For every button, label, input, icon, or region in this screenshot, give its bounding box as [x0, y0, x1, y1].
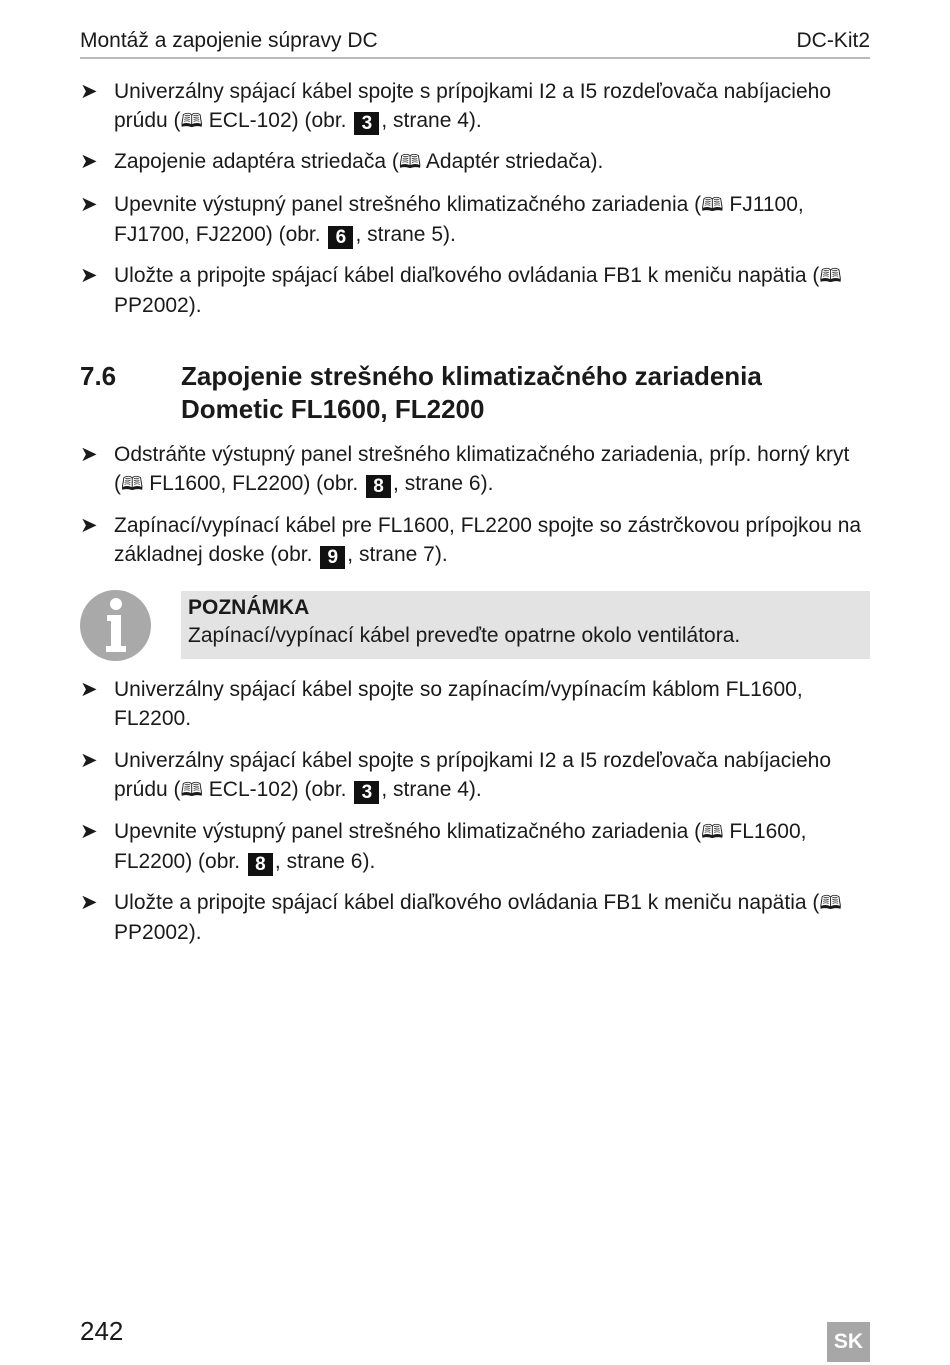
header-product: DC-Kit2	[796, 29, 870, 52]
arrow-right-icon: ➤	[80, 514, 98, 537]
arrow-right-icon: ➤	[80, 80, 98, 103]
arrow-right-icon: ➤	[80, 749, 98, 772]
header-chapter: Montáž a zapojenie súpravy DC	[80, 29, 378, 52]
arrow-right-icon: ➤	[80, 891, 98, 914]
note-text: Zapínací/vypínací kábel preveďte opatrne okolo ventilátora.	[188, 624, 741, 647]
page-header	[80, 28, 870, 59]
language-badge: SK	[827, 1322, 870, 1362]
figure-number: 3	[354, 781, 379, 804]
book-icon: 🕮	[819, 266, 842, 287]
note-title: POZNÁMKA	[188, 596, 310, 619]
figure-number: 6	[328, 226, 353, 249]
figure-number: 8	[248, 853, 273, 876]
book-icon: 🕮	[180, 779, 203, 801]
book-icon: 🕮	[121, 473, 144, 495]
figure-number: 3	[354, 112, 379, 135]
arrow-right-icon: ➤	[80, 264, 98, 287]
arrow-right-icon: ➤	[80, 150, 98, 173]
book-icon: 🕮	[398, 152, 422, 173]
arrow-right-icon: ➤	[80, 193, 98, 216]
arrow-right-icon: ➤	[80, 443, 98, 466]
book-icon: 🕮	[180, 110, 203, 132]
note-box	[181, 591, 870, 659]
book-icon: 🕮	[701, 822, 724, 843]
figure-number: 9	[320, 546, 345, 569]
book-icon: 🕮	[701, 195, 724, 216]
section-title: Zapojenie strešného klimatizačného zariadenia Dometic FL1600, FL2200	[181, 361, 762, 424]
arrow-right-icon: ➤	[80, 678, 98, 701]
page-number: 242	[80, 1316, 124, 1346]
section-number: 7.6	[80, 361, 117, 391]
info-icon	[80, 590, 151, 661]
figure-number: 8	[366, 475, 391, 498]
book-icon: 🕮	[819, 893, 842, 914]
arrow-right-icon: ➤	[80, 820, 98, 843]
